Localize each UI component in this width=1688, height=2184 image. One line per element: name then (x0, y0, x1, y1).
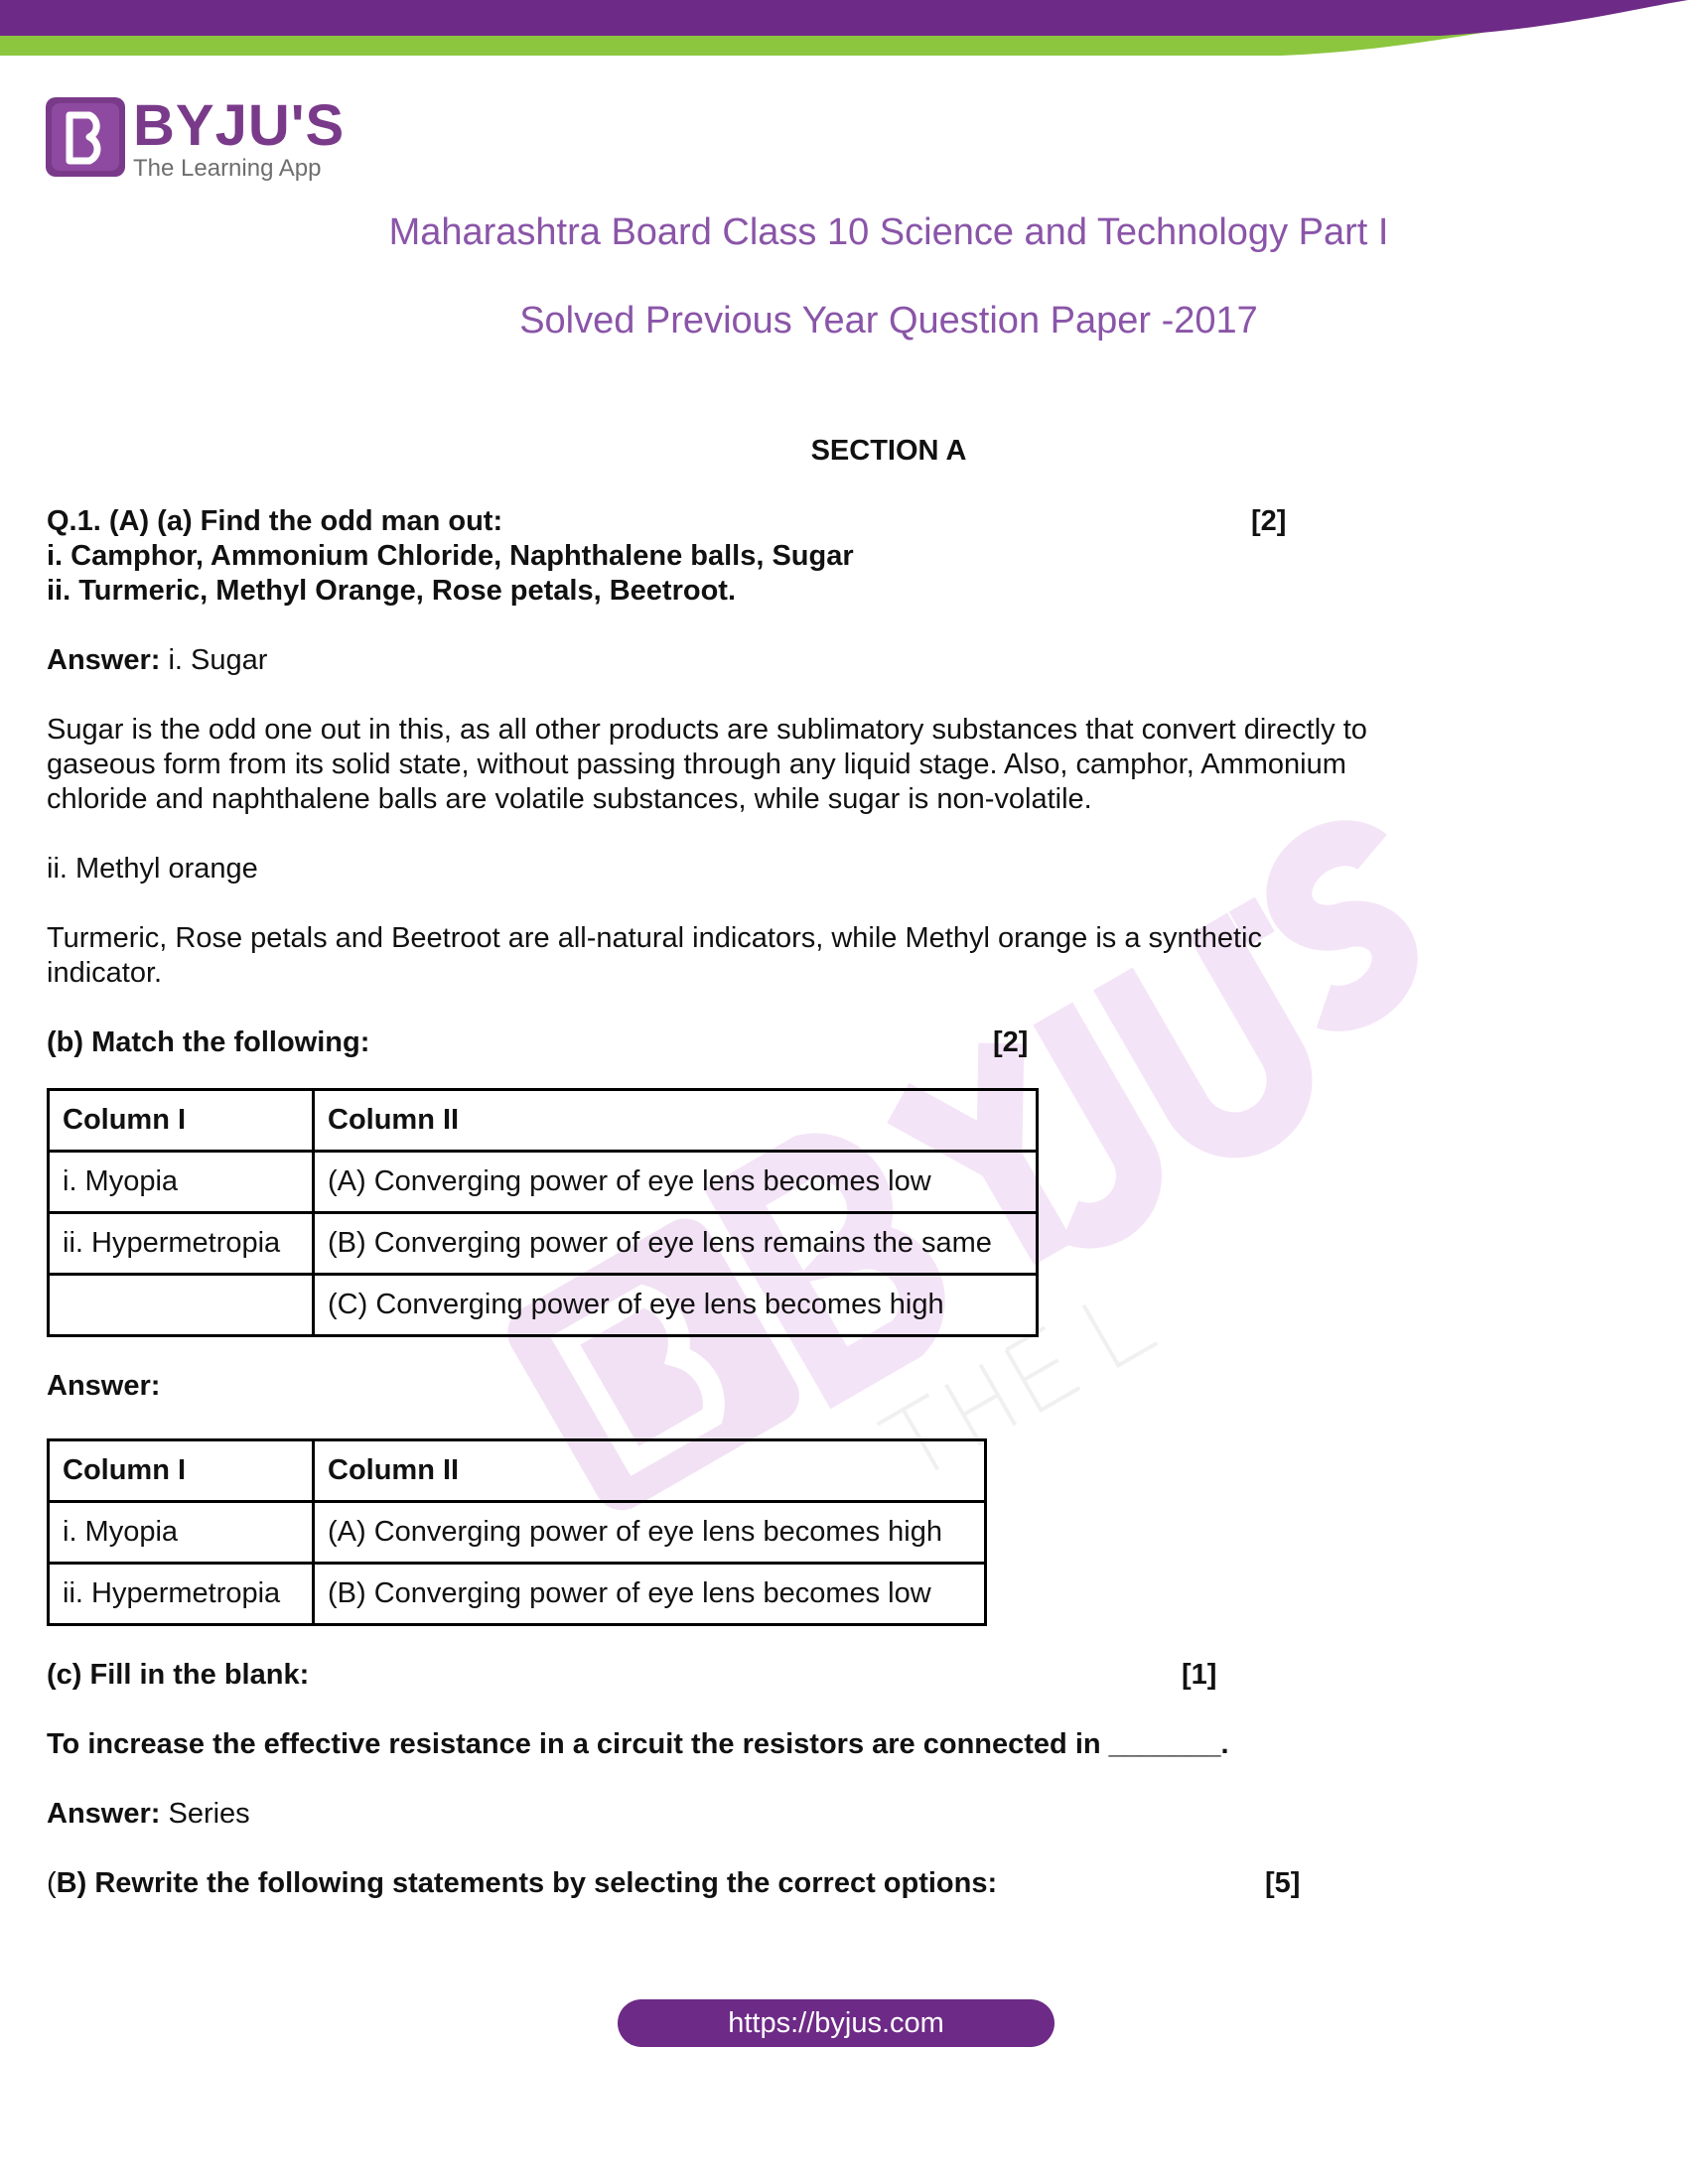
table-cell: (B) Converging power of eye lens becomes low (314, 1564, 986, 1625)
document-title: Maharashtra Board Class 10 Science and Technology Part I (388, 211, 1389, 253)
table-cell: (A) Converging power of eye lens becomes high (314, 1502, 986, 1564)
table-header-cell: Column II (314, 1440, 986, 1502)
answer-text: Series (160, 1798, 250, 1830)
document-body (47, 504, 1477, 1901)
q1a-line-i: i. Camphor, Ammonium Chloride, Naphthalene balls, Sugar (47, 540, 854, 572)
explanation-line: Turmeric, Rose petals and Beetroot are all-natural indicators, while Methyl orange is a synthetic (47, 922, 1262, 954)
match-table (47, 1088, 1039, 1337)
answer-label: Answer: (47, 644, 161, 676)
document-subtitle: Solved Previous Year Question Paper -2017 (519, 300, 1258, 341)
explanation-line: indicator. (47, 957, 163, 989)
q1b-heading: (b) Match the following: (47, 1026, 370, 1058)
explanation-line: Sugar is the odd one out in this, as all other products are sublimatory substances that convert directly to (47, 714, 1367, 746)
table-header-row (49, 1440, 986, 1502)
table-cell: ii. Hypermetropia (49, 1564, 314, 1625)
q1c-marks: [1] (1182, 1659, 1217, 1691)
q1c-answer (47, 1797, 1477, 1832)
logo-text (133, 93, 346, 183)
byjus-logo-icon (46, 97, 125, 177)
section-heading: SECTION A (810, 435, 967, 467)
q1c-question: To increase the effective resistance in a circuit the resistors are connected in _______. (47, 1728, 1229, 1760)
q1c-heading: (c) Fill in the blank: (47, 1659, 310, 1691)
q1b-heading-row (47, 1025, 1477, 1060)
footer-url-link[interactable]: https://byjus.com (618, 1999, 1055, 2047)
q1b-answer-label: Answer: (47, 1370, 161, 1402)
table-header-row (49, 1090, 1038, 1152)
q1a-line-ii: ii. Turmeric, Methyl Orange, Rose petals, Beetroot. (47, 575, 737, 607)
answer-label: Answer: (47, 1798, 161, 1830)
q1a-heading: Q.1. (A) (a) Find the odd man out: (47, 505, 503, 537)
table-cell: (A) Converging power of eye lens becomes low (314, 1152, 1038, 1213)
answer-table (47, 1438, 987, 1626)
table-cell: (C) Converging power of eye lens becomes high (314, 1275, 1038, 1336)
table-row (49, 1502, 986, 1564)
q1a-heading-row (47, 504, 1477, 539)
table-row (49, 1213, 1038, 1275)
logo-tagline: The Learning App (133, 155, 322, 182)
answer-text: i. Sugar (160, 644, 268, 676)
explanation-line: chloride and naphthalene balls are volatile substances, while sugar is non-volatile. (47, 783, 1092, 815)
table-cell: (B) Converging power of eye lens remains the same (314, 1213, 1038, 1275)
q1b-marks: [2] (993, 1026, 1029, 1058)
table-row (49, 1152, 1038, 1213)
table-header-cell: Column II (314, 1090, 1038, 1152)
table-cell: i. Myopia (49, 1502, 314, 1564)
table-cell: i. Myopia (49, 1152, 314, 1213)
qb-heading-prefix: ( (47, 1867, 57, 1899)
qb-marks: [5] (1265, 1867, 1301, 1899)
q1a-marks: [2] (1251, 505, 1287, 537)
table-header-cell: Column I (49, 1090, 314, 1152)
byjus-logo (46, 93, 346, 183)
q1a-answer (47, 643, 1477, 678)
top-banner (0, 0, 1688, 60)
q1a-answer-ii: ii. Methyl orange (47, 853, 258, 885)
explanation-line: gaseous form from its solid state, without passing through any liquid stage. Also, camphor, Ammonium (47, 749, 1346, 780)
qb-heading-row (47, 1866, 1477, 1901)
q1c-heading-row (47, 1658, 1477, 1693)
table-header-cell: Column I (49, 1440, 314, 1502)
qb-heading: B) Rewrite the following statements by selecting the correct options: (56, 1867, 998, 1899)
table-cell: ii. Hypermetropia (49, 1213, 314, 1275)
table-cell (49, 1275, 314, 1336)
table-row (49, 1275, 1038, 1336)
table-row (49, 1564, 986, 1625)
logo-wordmark: BYJU'S (133, 93, 346, 158)
